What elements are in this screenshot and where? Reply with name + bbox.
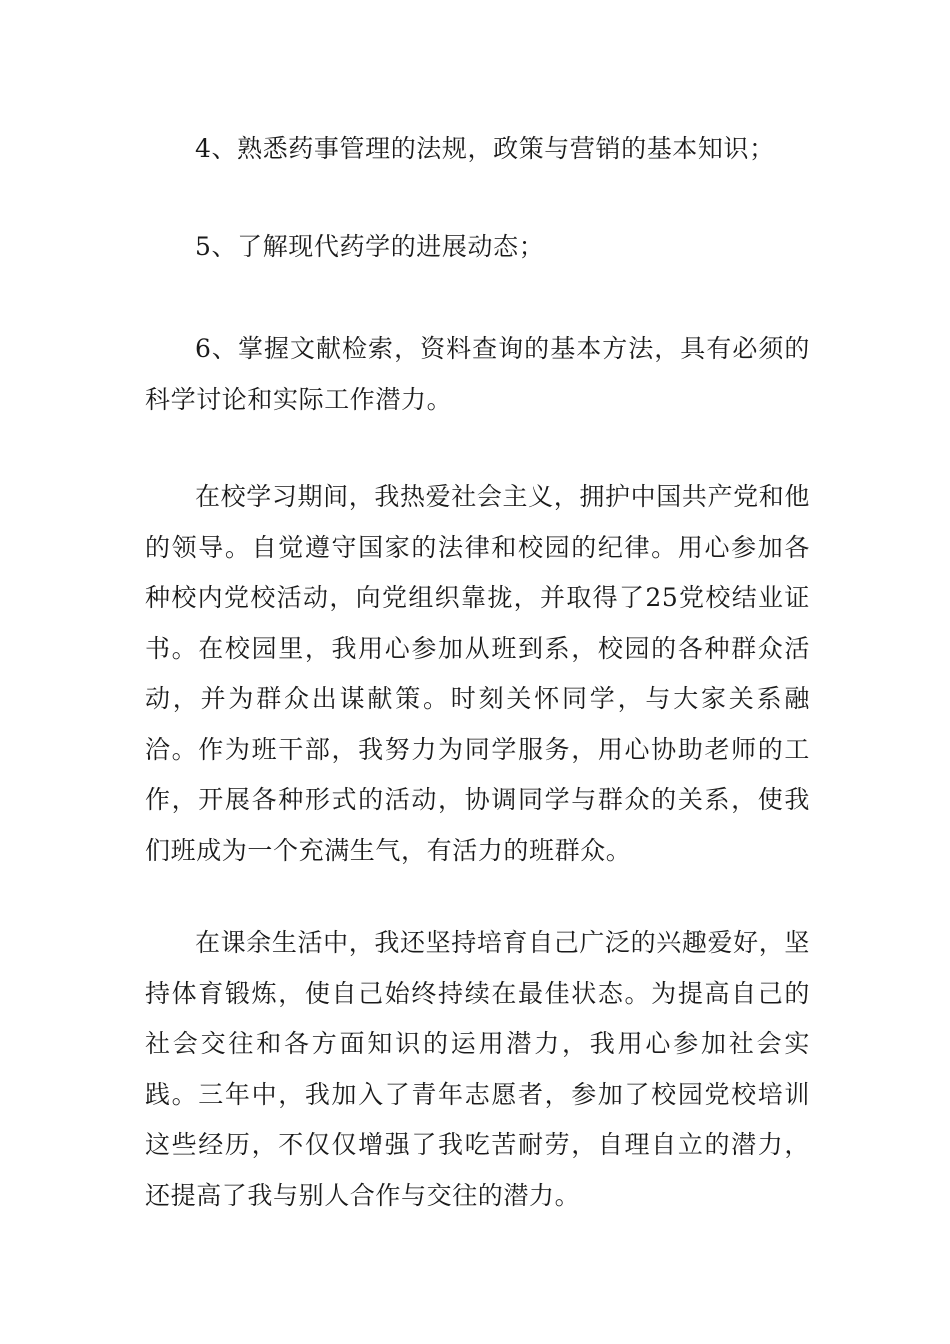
list-item-6: 6、掌握文献检索，资料查询的基本方法，具有必须的科学讨论和实际工作潜力。: [145, 334, 810, 414]
paragraph-extracurricular: 在课余生活中，我还坚持培育自己广泛的兴趣爱好，坚持体育锻炼，使自己始终持续在最佳状态。为提高自己的社会交往和各方面知识的运用潜力，我用心参加社会实践。三年中，我加入了青年志愿者，参加了校园党校培训这些经历，不仅仅增强了我吃苦耐劳，自理自立的潜力，还提高了我与别人合作与交往的潜力。: [145, 928, 810, 1210]
list-item-4: 4、熟悉药事管理的法规，政策与营销的基本知识；: [195, 134, 775, 163]
list-item-5: 5、了解现代药学的进展动态；: [195, 232, 545, 261]
paragraph-school-life: 在校学习期间，我热爱社会主义，拥护中国共产党和他的领导。自觉遵守国家的法律和校园的纪律。用心参加各种校内党校活动，向党组织靠拢，并取得了25党校结业证书。在校园里，我用心参加从班到系，校园的各种群众活动，并为群众出谋献策。时刻关怀同学，与大家关系融洽。作为班干部，我努力为同学服务，用心协助老师的工作，开展各种形式的活动，协调同学与群众的关系，使我们班成为一个充满生气，有活力的班群众。: [145, 482, 810, 865]
